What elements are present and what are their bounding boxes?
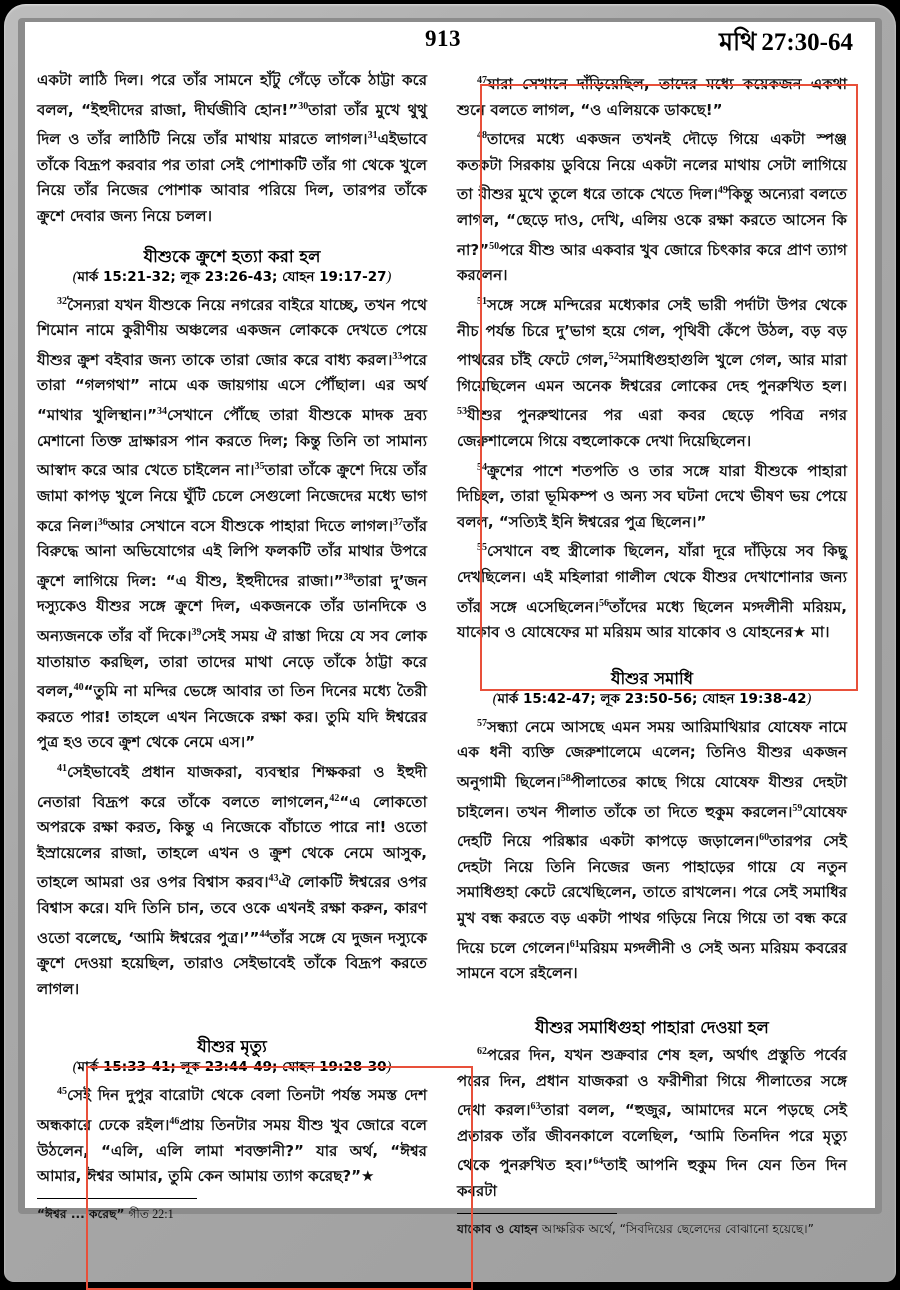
footnote-separator-left <box>37 1198 197 1199</box>
page-header <box>25 22 875 68</box>
verse-paragraph-32-44 <box>37 289 427 756</box>
verse-number-37: 37 <box>393 516 403 528</box>
verse-number-48: 48 <box>477 130 487 142</box>
verse-text-64: তাই আপনি হুকুম দিন যেন তিন দিন কবরটা <box>457 1156 847 1200</box>
verse-text-31: এইভাবে তাঁকে বিদ্রূপ করবার পর তারা সেই পোশাকটি তাঁর গা থেকে খুলে নিয়ে তাঁর নিজের পোশাক আবার পরিয়ে দিল, তারপর তাঁকে ক্রুশে দেবার জন্য নিয়ে চলল। <box>37 130 427 226</box>
paren-close: ) <box>386 1059 392 1076</box>
verse-text-62: পরের দিন, যখন শুক্রবার শেষ হল, অর্থাৎ প্রস্তুতি পর্বের পরের দিন, প্রধান যাজকরা ও ফরীশীরা গিয়ে পীলাতের সঙ্গে দেখা করল। <box>457 1045 847 1120</box>
verse-text-44: তাঁর সঙ্গে যে দুজন দস্যুকে ক্রুশে দেওয়া হয়েছিল, তারাও সেইভাবেই তাঁকে বিদ্রূপ করতে লাগল। <box>37 928 428 998</box>
verse-number-49: 49 <box>717 185 728 197</box>
section-cross-references-burial <box>457 690 847 709</box>
verse-paragraph-48-50 <box>457 123 847 289</box>
verse-paragraph-47 <box>457 68 847 123</box>
verse-text-47: যারা সেখানে দাঁড়িয়েছিল, তাদের মধ্যে কয়েকজন একথা শুনে বলতে লাগল, “ও এলিয়কে ডাকছে!” <box>457 75 847 119</box>
verse-number-64: 64 <box>593 1156 604 1168</box>
verse-text-37: তাঁর বিরুদ্ধে আনা অভিযোগের এই লিপি ফলকটি তাঁর মাথার উপরে ক্রুশে লাগিয়ে দিল: “এ যীশু, ইহুদীদের রাজা।” <box>37 516 428 590</box>
cross-reference-list: মার্ক 15:42-47; লূক 23:50-56; যোহন 19:38-42 <box>497 690 807 707</box>
verse-number-53: 53 <box>457 406 467 418</box>
verse-number-34: 34 <box>157 406 168 418</box>
verse-number-57: 57 <box>477 717 487 729</box>
verse-number-52: 52 <box>608 351 619 363</box>
verse-text-48: তাদের মধ্যে একজন তখনই দৌড়ে গিয়ে একটা স্পঞ্জ কতকটা সিরকায় ডুবিয়ে নিয়ে একটা নলের মাথায় সেটা লাগিয়ে তা যীশুর মুখে তুলে ধরে তাকে খেতে দিল। <box>457 130 847 204</box>
verse-text-52: সমাধিগুহাগুলি খুলে গেল, আর মারা গিয়েছিলেন এমন অনেক ঈশ্বরের লোকের দেহ পুনরুখিত হল। <box>457 351 847 395</box>
verse-number-35: 35 <box>254 461 265 473</box>
chapter-verse-range: 27:30-64 <box>761 29 853 56</box>
verse-text-36: আর সেখানে বসে যীশুকে পাহারা দিতে লাগল। <box>107 516 393 535</box>
verse-paragraph-51-53 <box>457 289 847 455</box>
verse-number-43: 43 <box>268 873 279 885</box>
verse-text-41: সেইভাবেই প্রধান যাজকরা, ব্যবস্থার শিক্ষকরা ও ইহুদী নেতারা বিদ্রূপ করে তাঁকে বলতে লাগলেন, <box>37 763 427 811</box>
paren-close: ) <box>806 690 812 707</box>
verse-text-58: পীলাতের কাছে গিয়ে যোষেফ যীশুর দেহটা চাইলেন। তখন পীলাত তাঁকে তা দিতে হুকুম করলেন। <box>457 773 847 821</box>
footnote-explanation: আক্ষরিক অর্থে, “সিবদিয়ের ছেলেদের বোঝানো হয়েছে।” <box>541 1221 814 1236</box>
verse-number-61: 61 <box>569 938 580 950</box>
verse-text-33: পরে তারা “গলগথা” নামে এক জায়গায় এসে পৌঁছাল। এর অর্থ “মাথার খুলিস্থান।” <box>37 350 427 425</box>
verse-text-55: সেখানে বহু স্ত্রীলোক ছিলেন, যাঁরা দূরে দাঁড়িয়ে সব কিছু দেখছিলেন। এই মহিলারা গালীল থেকে যীশুর দেখাশোনার জন্য তাঁর সঙ্গে এসেছিলেন। <box>457 542 847 616</box>
paren-open: ( <box>72 1059 78 1076</box>
verse-text-39: সেই সময় ঐ রাস্তা দিয়ে যে সব লোক যাতায়াত করছিল, তারা তাদের মাথা নেড়ে তাঁকে ঠাট্টা করে বলল, <box>37 626 428 701</box>
verse-paragraph-54 <box>457 455 847 536</box>
paren-open: ( <box>72 268 78 285</box>
verse-text-45: সেই দিন দুপুর বারোটা থেকে বেলা তিনটা পর্যন্ত সমস্ত দেশ অন্ধকারে ঢেকে রইল। <box>37 1086 427 1135</box>
left-text-column <box>37 68 427 1224</box>
verse-text-42: “এ লোকতো অপরকে রক্ষা করত, কিন্তু এ নিজেকে বাঁচাতে পারে না! ওতো ইস্রায়েলের রাজা, তাহলে এখন ও ক্রুশ থেকে নেমে আসুক, তাহলে আমরা ওর ওপর বিশ্বাস করব। <box>37 792 428 892</box>
paren-open: ( <box>492 690 498 707</box>
verse-text-32: সৈন্যরা যখন যীশুকে নিয়ে নগরের বাইরে যাচ্ছে, তখন পথে শিমোন নামে কুরীণীয় অঞ্চলের একজন লোককে দেখতে পেয়ে যীশুর ক্রুশ বইবার জন্য তাকে তারা জোর করে বাধ্য করল। <box>37 295 427 369</box>
cross-reference-list: মার্ক 15:33-41; লূক 23:44-49; যোহন 19:28-30 <box>77 1059 387 1076</box>
page-number: 913 <box>425 26 461 51</box>
verse-text-50: পরে যীশু আর একবার খুব জোরে চিৎকার করে প্রাণ ত্যাগ করলেন। <box>457 240 847 285</box>
verse-text-57: সন্ধ্যা নেমে আসছে এমন সময় আরিমাথিয়ার যোষেফ নামে এক ধনী ব্যক্তি জেরুশালেমে এলেন; তিনিও যীশুর একজন অনুগামী ছিলেন। <box>457 717 847 792</box>
verse-number-30: 30 <box>298 100 309 112</box>
verse-number-51: 51 <box>477 295 487 307</box>
verse-number-59: 59 <box>792 802 803 814</box>
verse-number-46: 46 <box>169 1116 180 1128</box>
verse-text-34: সেখানে পৌঁছে তারা যীশুকে মাদক দ্রব্য মেশানো তিক্ত দ্রাক্ষারস পান করতে দিল; কিন্তু তিনি তা সামান্য আস্বাদ করে আর খেতে চাইলেন না। <box>37 406 427 480</box>
verse-number-60: 60 <box>759 832 770 844</box>
verse-number-50: 50 <box>489 240 500 252</box>
verse-number-42: 42 <box>329 792 340 804</box>
footnote-keyword: যাকোব ও যোহন <box>457 1221 538 1236</box>
verse-number-47: 47 <box>477 75 487 86</box>
verse-text-54: ক্রুশের পাশে শতপতি ও তার সঙ্গে যারা যীশুকে পাহারা দিচ্ছিল, তারা ভূমিকম্প ও অন্য সব ঘটনা দেখে ভীষণ ভয় পেয়ে বলল, “সত্যিই ইনি ঈশ্বরের পুত্র ছিলেন।” <box>457 461 847 531</box>
footnote-reference: গীত 22:1 <box>128 1206 174 1221</box>
verse-number-41: 41 <box>57 762 67 774</box>
verse-paragraph-62-64 <box>457 1039 847 1205</box>
verse-number-32: 32 <box>57 295 67 307</box>
verse-text-60: তারপর সেই দেহটা নিয়ে তিনি নিজের জন্য পাহাড়ের গায়ে যে নতুন সমাধিগুহা কেটে রেখেছিলেন, তাতে রাখলেন। পরে সেই সমাধির মুখ বন্ধ করতে বড় একটা পাথর গড়িয়ে নিয়ে গিয়ে তা বন্ধ করে দিয়ে চলে গেলেন। <box>457 832 847 957</box>
verse-number-63: 63 <box>530 1101 541 1113</box>
verse-paragraph-41-44 <box>37 756 427 1002</box>
cross-reference-list: মার্ক 15:21-32; লূক 23:26-43; যোহন 19:17-27 <box>77 268 387 285</box>
book-reference <box>719 22 853 65</box>
scanned-page <box>25 22 875 1236</box>
section-heading-death: যীশুর মৃত্যু <box>197 1037 267 1057</box>
verse-number-58: 58 <box>560 773 571 784</box>
verse-number-44: 44 <box>259 928 270 940</box>
verse-text-40: “তুমি না মন্দির ভেঙ্গে আবার তা তিন দিনের মধ্যে তৈরী করতে পার! তাহলে এখন নিজেকে রক্ষা কর। তুমি যদি ঈশ্বরের পুত্র হও তবে ক্রুশ থেকে নেমে এস।” <box>37 682 427 752</box>
paragraph-continuation <box>37 68 427 230</box>
verse-text-59: যোষেফ দেহটি নিয়ে পরিষ্কার একটা কাপড়ে জড়ালেন। <box>457 802 847 851</box>
verse-text-63: তারা বলল, “হুজুর, আমাদের মনে পড়ছে সেই প্রতারক তাঁর জীবনকালে বলেছিল, ‘আমি তিনদিন পরে মৃত্যু থেকে পুনরুখিত হব।’ <box>457 1101 847 1175</box>
verse-text-43: ঐ লোকটি ঈশ্বরের ওপর বিশ্বাস করে। যদি তিনি চান, তবে ওকে এখনই রক্ষা করুন, কারণ ওতো বলেছে, ‘আমি ঈশ্বরের পুত্র।’” <box>37 873 427 947</box>
paren-close: ) <box>386 268 392 285</box>
verse-text-56: তাঁদের মধ্যে ছিলেন মগ্দলীনী মরিয়ম, যাকোব ও যোষেফের মা মরিয়ম আর যাকোব ও যোহনের★ মা। <box>457 597 847 642</box>
verse-number-62: 62 <box>477 1045 487 1057</box>
footnote-keyword: “ঈশ্বর ... করেছ” <box>37 1206 125 1221</box>
verse-text-49: কিন্তু অন্যেরা বলতে লাগল, “ছেড়ে দাও, দেখি, এলিয় ওকে রক্ষা করতে আসেন কি না?” <box>457 185 847 259</box>
text-run: একটা লাঠি দিল। পরে তাঁর সামনে হাঁটু গেঁড়ে তাঁকে ঠাট্টা করে বলল, “ইহুদীদের রাজা, দীর্ঘজীবি হোন!” <box>37 71 427 119</box>
book-name: মথি <box>719 27 757 56</box>
verse-text-38: তারা দু’জন দস্যুকেও যীশুর সঙ্গে ক্রুশে দিল, একজনকে তাঁর ডানদিকে ও অন্যজনকে তাঁর বাঁ দিকে। <box>37 571 427 645</box>
footnote-separator-right <box>457 1213 617 1214</box>
section-cross-references-death <box>37 1058 427 1077</box>
verse-number-38: 38 <box>343 571 354 583</box>
verse-number-45: 45 <box>57 1086 67 1098</box>
right-text-column <box>457 68 847 1239</box>
verse-paragraph-55-56 <box>457 535 847 645</box>
verse-number-40: 40 <box>73 682 84 694</box>
footnote-right <box>457 1220 847 1239</box>
verse-text-51: সঙ্গে সঙ্গে মন্দিরের মধ্যেকার সেই ভারী পর্দাটা উপর থেকে নীচ পর্যন্ত চিরে দু’ভাগ হয়ে গেল, পৃথিবী কেঁপে উঠল, বড় বড় পাথরের চাঁই ফেটে গেল, <box>457 295 847 370</box>
verse-number-54: 54 <box>477 461 487 473</box>
verse-number-33: 33 <box>392 350 403 362</box>
section-heading-burial: যীশুর সমাধি <box>610 668 694 688</box>
verse-number-36: 36 <box>97 516 108 528</box>
verse-text-46: প্রায় তিনটার সময় যীশু খুব জোরে বলে উঠলেন, “এলি, এলি লামা শবক্তানী?” যার অর্থ, “ঈশ্বর আমার, ঈশ্বর আমার, তুমি কেন আমায় ত্যাগ করেছ?”★ <box>37 1116 427 1186</box>
verse-text-61: মরিয়ম মগ্দলীনী ও সেই অন্য মরিয়ম কবরের সামনে বসে রইলেন। <box>457 938 847 983</box>
verse-text-53: যীশুর পুনরুত্থানের পর এরা কবর ছেড়ে পবিত্র নগর জেরুশালেমে গিয়ে বহুলোককে দেখা দিয়েছিলেন। <box>457 406 847 450</box>
verse-number-39: 39 <box>191 626 202 638</box>
verse-paragraph-57-61 <box>457 711 847 987</box>
verse-number-56: 56 <box>599 597 609 609</box>
verse-number-31: 31 <box>367 130 378 142</box>
verse-number-55: 55 <box>477 542 487 554</box>
verse-paragraph-45-46 <box>37 1079 427 1189</box>
section-cross-references-crucifixion <box>37 268 427 287</box>
section-heading-guard-at-tomb: যীশুর সমাধিগুহা পাহারা দেওয়া হল <box>535 1017 769 1037</box>
footnote-left <box>37 1205 427 1224</box>
section-heading-crucifixion: যীশুকে ক্রুশে হত্যা করা হল <box>143 246 321 266</box>
verse-text-30: তারা তাঁর মুখে থুথু দিল ও তাঁর লাঠিটি নিয়ে তাঁর মাথায় মারতে লাগল। <box>37 100 427 149</box>
verse-text-35: তারা তাঁকে ক্রুশে দিয়ে তাঁর জামা কাপড় খুলে নিয়ে ঘুঁটি চেলে সেগুলো নিজেদের মধ্যে ভাগ করে নিল। <box>37 461 427 535</box>
